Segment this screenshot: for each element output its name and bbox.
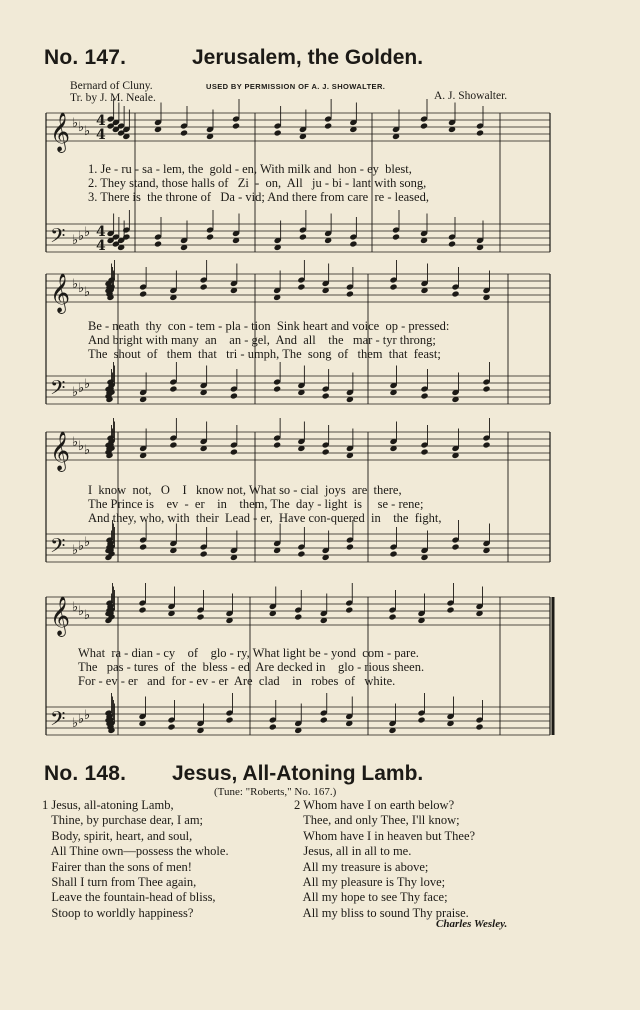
flat-sign: ♭ — [84, 225, 91, 240]
note-head — [417, 716, 425, 723]
stanza-line: All my pleasure is Thy love; — [294, 875, 446, 890]
tune-reference: (Tune: "Roberts," No. 167.) — [214, 786, 337, 798]
note-head — [392, 233, 400, 240]
note-head — [232, 122, 240, 129]
lyric-line: The Prince is ev - er in them, The day - light is se - rene; — [88, 497, 424, 511]
flat-sign: ♭ — [72, 716, 79, 731]
note-head — [180, 129, 188, 136]
treble-clef: 𝄞 — [50, 431, 71, 471]
bass-clef: 𝄢 — [50, 534, 66, 562]
lyric-line: The pas - tures of the bless - ed Are decked in glo - rious sheen. — [78, 660, 425, 674]
note-head — [206, 233, 214, 240]
flat-sign: ♭ — [84, 285, 91, 300]
stanza-line: All Thine own—possess the whole. — [42, 844, 229, 859]
flat-sign: ♭ — [84, 608, 91, 623]
lyric-line: For - ev - er and for - ev - er Are clad in robes of white. — [78, 674, 396, 688]
note-head — [476, 129, 484, 136]
hymn-number-148: No. 148. — [44, 762, 127, 785]
stanza-line: Stoop to worldly happiness? — [42, 905, 194, 920]
note-head — [451, 543, 459, 550]
flat-sign: ♭ — [84, 535, 91, 550]
flat-sign: ♭ — [78, 229, 85, 244]
composer-credit: A. J. Showalter. — [434, 90, 508, 102]
lyric-line: What ra - dian - cy of glo - ry, What light be - yond com - pare. — [78, 646, 419, 660]
flat-sign: ♭ — [78, 281, 85, 296]
note-head — [389, 283, 397, 290]
treble-clef: 𝄞 — [50, 112, 71, 152]
note-head — [269, 723, 277, 730]
note-head — [297, 550, 305, 557]
stanza-2 — [294, 798, 475, 921]
flat-sign: ♭ — [84, 377, 91, 392]
note-head — [322, 448, 330, 455]
note-head — [225, 716, 233, 723]
note-head — [388, 613, 396, 620]
bass-clef: 𝄢 — [50, 376, 66, 404]
stanza-line: All my hope to see Thy face; — [294, 890, 448, 905]
note-head — [297, 283, 305, 290]
stanza-line: 2 Whom have I on earth below? — [294, 798, 455, 812]
note-head — [299, 233, 307, 240]
lyric-line: And bright with many an an - gel, And all the mar - tyr throng; — [88, 333, 436, 347]
note-head — [324, 122, 332, 129]
stanza-line: Fairer than the sons of men! — [42, 859, 192, 874]
time-signature: 4 — [96, 224, 106, 240]
note-head — [230, 448, 238, 455]
stanza-line: Thee, and only Thee, I'll know; — [294, 813, 460, 828]
stanza-line: Shall I turn from Thee again, — [42, 875, 197, 890]
note-head — [322, 392, 330, 399]
flat-sign: ♭ — [78, 439, 85, 454]
note-head — [320, 716, 328, 723]
stanza-line: Thine, by purchase dear, I am; — [42, 813, 204, 828]
flat-sign: ♭ — [72, 543, 79, 558]
flat-sign: ♭ — [78, 539, 85, 554]
note-head — [230, 392, 238, 399]
bass-clef: 𝄢 — [50, 224, 66, 252]
note-head — [446, 606, 454, 613]
lyric-line: Be - neath thy con - tem - pla - tion Sink heart and voice op - pressed: — [88, 319, 450, 333]
note-head — [273, 385, 281, 392]
flat-sign: ♭ — [84, 708, 91, 723]
note-head — [167, 723, 175, 730]
stanza-line: 1 Jesus, all-atoning Lamb, — [42, 798, 174, 812]
lyric-line: 3. There is the throne of Da - vid; And there from care re - leased, — [88, 190, 429, 204]
lyric-line: 2. They stand, those halls of Zi - on, All ju - bi - lant with song, — [88, 176, 427, 190]
treble-clef: 𝄞 — [50, 596, 71, 636]
note-head — [420, 448, 428, 455]
note-head — [420, 122, 428, 129]
flat-sign: ♭ — [78, 604, 85, 619]
note-head — [196, 613, 204, 620]
permission-note: USED BY PERMISSION OF A. J. SHOWALTER. — [206, 82, 386, 91]
stanza-line: All my bliss to sound Thy praise. — [294, 905, 469, 920]
flat-sign: ♭ — [72, 385, 79, 400]
note-head — [345, 606, 353, 613]
stanza-line: Body, spirit, heart, and soul, — [42, 828, 193, 843]
stanza-line: Jesus, all in all to me. — [294, 844, 412, 859]
flat-sign: ♭ — [72, 600, 79, 615]
note-head — [200, 550, 208, 557]
flat-sign: ♭ — [78, 381, 85, 396]
flat-sign: ♭ — [72, 435, 79, 450]
lyric-line: The shout of them that tri - umph, The song of them that feast; — [88, 347, 441, 361]
flat-sign: ♭ — [72, 233, 79, 248]
credit-translator: Tr. by J. M. Neale. — [70, 92, 156, 104]
note-head — [169, 441, 177, 448]
flat-sign: ♭ — [84, 443, 91, 458]
treble-clef: 𝄞 — [50, 273, 71, 313]
note-head — [448, 240, 456, 247]
stanza-line: All my treasure is above; — [294, 859, 429, 874]
note-head — [475, 723, 483, 730]
note-head — [200, 283, 208, 290]
lyric-line: 1. Je - ru - sa - lem, the gold - en, With milk and hon - ey blest, — [88, 162, 412, 176]
note-head — [154, 240, 162, 247]
note-head — [139, 290, 147, 297]
note-head — [420, 392, 428, 399]
stanza-1 — [42, 798, 229, 921]
note-head — [169, 385, 177, 392]
flat-sign: ♭ — [72, 277, 79, 292]
credit-author: Bernard of Cluny. — [70, 80, 153, 92]
hymn-author: Charles Wesley. — [436, 918, 508, 930]
note-head — [451, 290, 459, 297]
note-head — [346, 543, 354, 550]
lyric-line: I know not, O I know not, What so - cial joys are there, — [88, 483, 402, 497]
bass-clef: 𝄢 — [50, 707, 66, 735]
note-head — [139, 543, 147, 550]
note-head — [274, 129, 282, 136]
stanza-line: Whom have I in heaven but Thee? — [294, 828, 476, 843]
flat-sign: ♭ — [78, 712, 85, 727]
time-signature: 4 — [96, 127, 106, 143]
flat-sign: ♭ — [78, 120, 85, 135]
stanza-line: Leave the fountain-head of bliss, — [42, 890, 216, 905]
note-head — [138, 606, 146, 613]
time-signature: 4 — [96, 113, 106, 129]
flat-sign: ♭ — [72, 116, 79, 131]
note-head — [349, 240, 357, 247]
lyric-line: And they, who, with their Lead - er, Have con-quered in the fight, — [88, 511, 442, 525]
time-signature: 4 — [96, 238, 106, 254]
hymn-title-148: Jesus, All-Atoning Lamb. — [172, 762, 424, 785]
note-head — [273, 441, 281, 448]
note-head — [482, 441, 490, 448]
flat-sign: ♭ — [84, 124, 91, 139]
note-head — [389, 550, 397, 557]
note-head — [482, 385, 490, 392]
note-head — [346, 290, 354, 297]
hymn-title-147: Jerusalem, the Golden. — [192, 46, 424, 69]
note-head — [294, 613, 302, 620]
hymn-number-147: No. 147. — [44, 46, 127, 69]
